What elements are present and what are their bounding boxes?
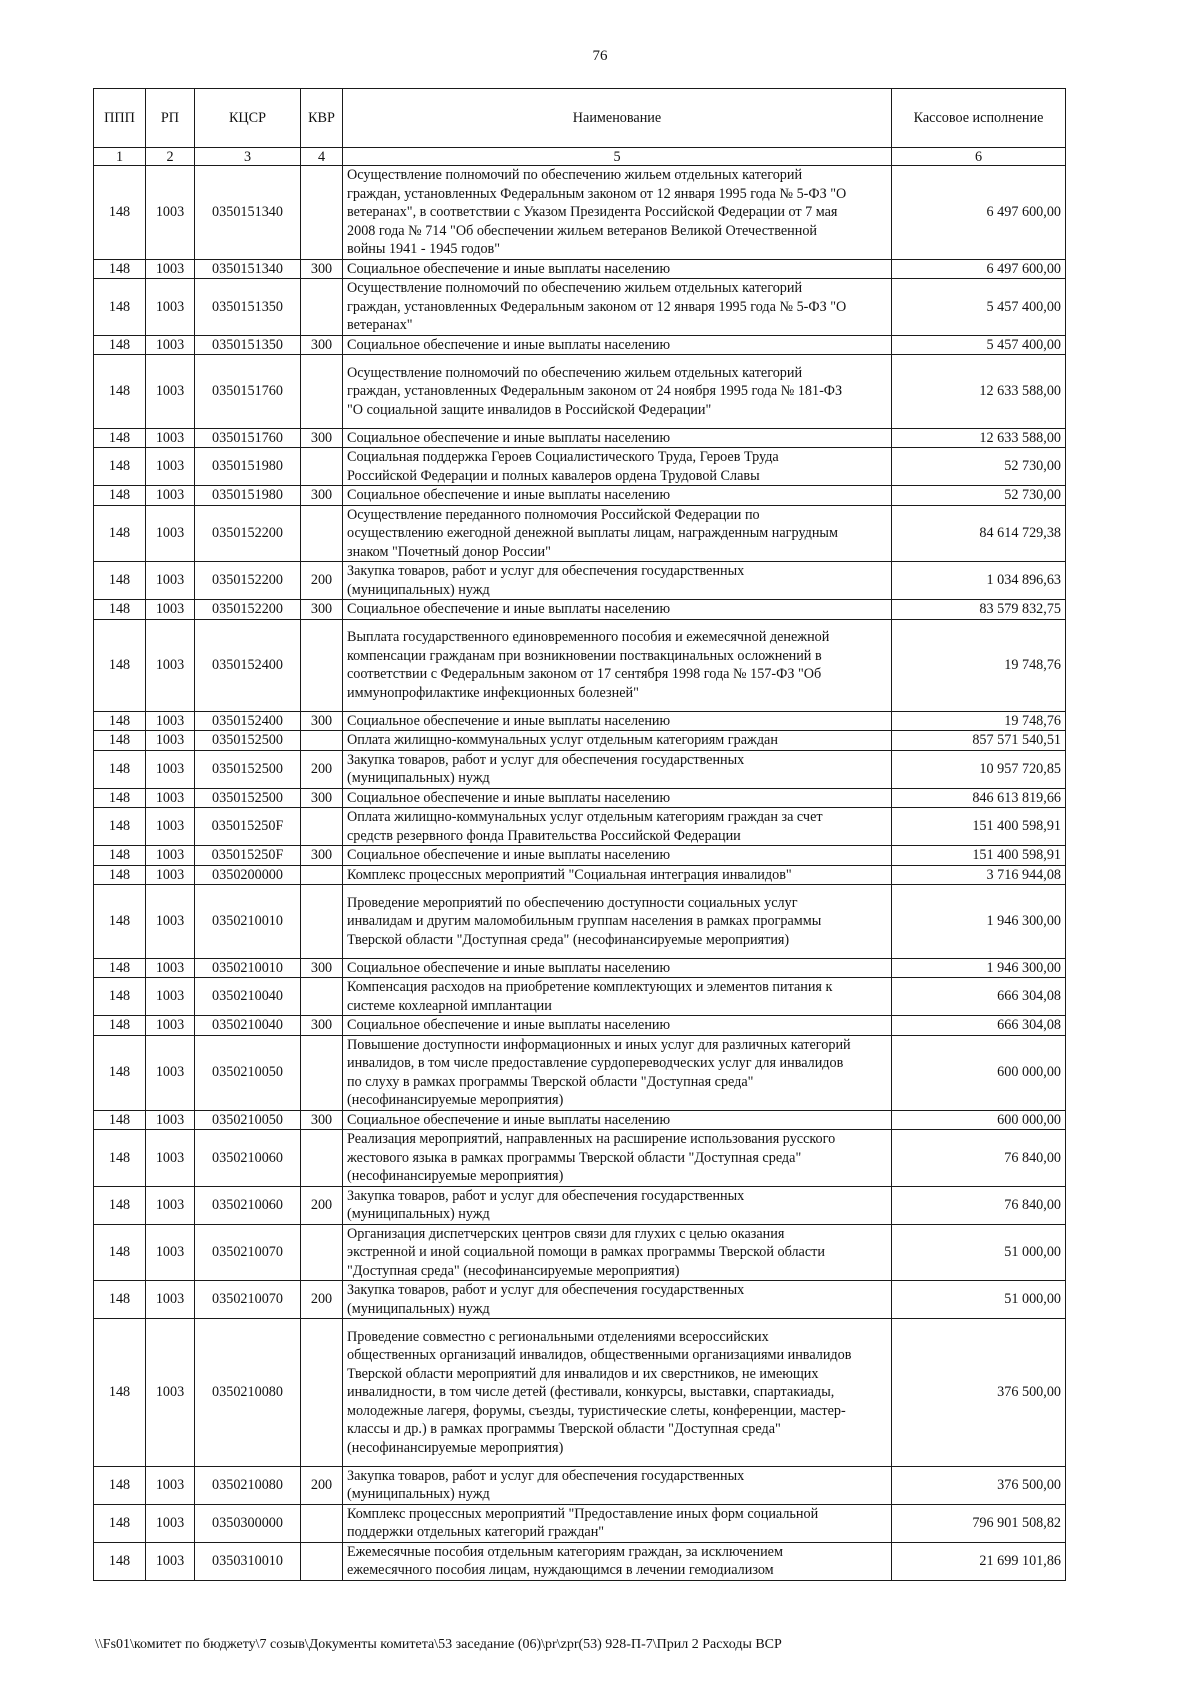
cell-kvr: [301, 355, 343, 429]
table-row: [94, 562, 1066, 600]
cell-rp: 1003: [146, 1281, 195, 1319]
column-number: 4: [301, 148, 343, 166]
cell-kcsr: 0350151760: [195, 355, 301, 429]
cell-amount: 3 716 944,08: [892, 865, 1066, 885]
table-row: [94, 1281, 1066, 1319]
table-body: [94, 166, 1066, 1581]
cell-amount: 600 000,00: [892, 1110, 1066, 1130]
cell-kcsr: 0350152200: [195, 505, 301, 562]
cell-amount: 51 000,00: [892, 1281, 1066, 1319]
cell-amount: 6 497 600,00: [892, 259, 1066, 279]
table-row: [94, 1504, 1066, 1542]
table-row: [94, 711, 1066, 731]
cell-name: Оплата жилищно-коммунальных услуг отдельным категориям граждан за счет средств резервного фонда Правительства Российской Федерации: [343, 808, 892, 846]
cell-kvr: [301, 865, 343, 885]
column-number: 1: [94, 148, 146, 166]
table-row: [94, 600, 1066, 620]
cell-ppp: 148: [94, 505, 146, 562]
cell-rp: 1003: [146, 505, 195, 562]
cell-ppp: 148: [94, 1542, 146, 1580]
cell-kvr: 200: [301, 1466, 343, 1504]
cell-amount: 52 730,00: [892, 486, 1066, 506]
cell-kcsr: 0350210040: [195, 978, 301, 1016]
cell-kcsr: 0350210080: [195, 1319, 301, 1467]
cell-kcsr: 0350151760: [195, 428, 301, 448]
cell-amount: 5 457 400,00: [892, 335, 1066, 355]
cell-rp: 1003: [146, 808, 195, 846]
cell-ppp: 148: [94, 279, 146, 336]
cell-kcsr: 0350300000: [195, 1504, 301, 1542]
cell-rp: 1003: [146, 711, 195, 731]
cell-kvr: 300: [301, 1110, 343, 1130]
cell-name: Социальное обеспечение и иные выплаты населению: [343, 428, 892, 448]
cell-ppp: 148: [94, 562, 146, 600]
table-row: [94, 1110, 1066, 1130]
cell-ppp: 148: [94, 731, 146, 751]
cell-amount: 1 946 300,00: [892, 958, 1066, 978]
cell-name: Закупка товаров, работ и услуг для обеспечения государственных (муниципальных) нужд: [343, 1186, 892, 1224]
column-number-row: [94, 148, 1066, 166]
cell-kvr: [301, 1130, 343, 1187]
cell-ppp: 148: [94, 335, 146, 355]
cell-rp: 1003: [146, 865, 195, 885]
cell-name: Социальное обеспечение и иные выплаты населению: [343, 788, 892, 808]
cell-rp: 1003: [146, 562, 195, 600]
header-ppp: ППП: [94, 89, 146, 148]
cell-rp: 1003: [146, 958, 195, 978]
cell-ppp: 148: [94, 846, 146, 866]
header-kvr: КВР: [301, 89, 343, 148]
cell-amount: 21 699 101,86: [892, 1542, 1066, 1580]
cell-kcsr: 0350152400: [195, 711, 301, 731]
table-row: [94, 486, 1066, 506]
cell-amount: 83 579 832,75: [892, 600, 1066, 620]
cell-amount: 76 840,00: [892, 1130, 1066, 1187]
cell-rp: 1003: [146, 1504, 195, 1542]
cell-rp: 1003: [146, 788, 195, 808]
cell-rp: 1003: [146, 750, 195, 788]
cell-kvr: [301, 978, 343, 1016]
cell-amount: 10 957 720,85: [892, 750, 1066, 788]
table-row: [94, 335, 1066, 355]
table-row: [94, 865, 1066, 885]
cell-amount: 600 000,00: [892, 1035, 1066, 1110]
cell-amount: 76 840,00: [892, 1186, 1066, 1224]
cell-ppp: 148: [94, 1016, 146, 1036]
cell-rp: 1003: [146, 978, 195, 1016]
cell-amount: 151 400 598,91: [892, 808, 1066, 846]
cell-kvr: 200: [301, 750, 343, 788]
table-row: [94, 279, 1066, 336]
cell-kcsr: 0350310010: [195, 1542, 301, 1580]
cell-name: Социальное обеспечение и иные выплаты населению: [343, 1016, 892, 1036]
cell-rp: 1003: [146, 1224, 195, 1281]
cell-kvr: 300: [301, 1016, 343, 1036]
cell-kcsr: 0350152500: [195, 750, 301, 788]
header-amount: Кассовое исполнение: [892, 89, 1066, 148]
cell-name: Осуществление полномочий по обеспечению жильем отдельных категорий граждан, установленных Федеральным законом от 24 ноября 1995 года № 181-ФЗ "О социальной защите инвалидов в Российской Федерации": [343, 355, 892, 429]
cell-kcsr: 0350210050: [195, 1110, 301, 1130]
cell-name: Оплата жилищно-коммунальных услуг отдельным категориям граждан: [343, 731, 892, 751]
cell-rp: 1003: [146, 279, 195, 336]
cell-kvr: 300: [301, 259, 343, 279]
cell-name: Организация диспетчерских центров связи для глухих с целью оказания экстренной и иной социальной помощи в рамках программы Тверской области "Доступная среда" (несофинансируемые мероприятия): [343, 1224, 892, 1281]
cell-ppp: 148: [94, 619, 146, 711]
header-row: [94, 89, 1066, 148]
cell-name: Социальное обеспечение и иные выплаты населению: [343, 335, 892, 355]
cell-rp: 1003: [146, 1035, 195, 1110]
cell-kcsr: 0350152500: [195, 731, 301, 751]
cell-rp: 1003: [146, 166, 195, 260]
cell-name: Осуществление переданного полномочия Российской Федерации по осуществлению ежегодной денежной выплаты лицам, награжденным нагрудным знаком "Почетный донор России": [343, 505, 892, 562]
cell-name: Осуществление полномочий по обеспечению жильем отдельных категорий граждан, установленных Федеральным законом от 12 января 1995 года № 5-ФЗ "О ветеранах": [343, 279, 892, 336]
cell-name: Социальное обеспечение и иные выплаты населению: [343, 486, 892, 506]
cell-rp: 1003: [146, 355, 195, 429]
cell-rp: 1003: [146, 1542, 195, 1580]
cell-kcsr: 0350151340: [195, 166, 301, 260]
table-row: [94, 978, 1066, 1016]
cell-amount: 846 613 819,66: [892, 788, 1066, 808]
cell-kcsr: 0350151350: [195, 279, 301, 336]
column-number: 3: [195, 148, 301, 166]
cell-ppp: 148: [94, 1319, 146, 1467]
header-rp: РП: [146, 89, 195, 148]
cell-ppp: 148: [94, 1035, 146, 1110]
cell-kcsr: 0350210060: [195, 1186, 301, 1224]
cell-name: Социальное обеспечение и иные выплаты населению: [343, 1110, 892, 1130]
cell-kvr: 300: [301, 846, 343, 866]
table-row: [94, 1035, 1066, 1110]
cell-ppp: 148: [94, 750, 146, 788]
cell-rp: 1003: [146, 846, 195, 866]
cell-kvr: 300: [301, 600, 343, 620]
cell-kvr: 300: [301, 428, 343, 448]
header-kcsr: КЦСР: [195, 89, 301, 148]
cell-amount: 1 034 896,63: [892, 562, 1066, 600]
cell-name: Ежемесячные пособия отдельным категориям граждан, за исключением ежемесячного пособия лицам, нуждающимся в лечении гемодиализом: [343, 1542, 892, 1580]
cell-amount: 84 614 729,38: [892, 505, 1066, 562]
cell-amount: 666 304,08: [892, 978, 1066, 1016]
cell-ppp: 148: [94, 808, 146, 846]
table-row: [94, 788, 1066, 808]
cell-kvr: 300: [301, 335, 343, 355]
cell-amount: 5 457 400,00: [892, 279, 1066, 336]
cell-name: Закупка товаров, работ и услуг для обеспечения государственных (муниципальных) нужд: [343, 562, 892, 600]
cell-ppp: 148: [94, 1186, 146, 1224]
cell-amount: 376 500,00: [892, 1319, 1066, 1467]
expenditure-table: [93, 88, 1066, 1581]
cell-ppp: 148: [94, 711, 146, 731]
cell-kvr: [301, 279, 343, 336]
cell-rp: 1003: [146, 1466, 195, 1504]
table-row: [94, 808, 1066, 846]
table-row: [94, 166, 1066, 260]
cell-name: Социальное обеспечение и иные выплаты населению: [343, 259, 892, 279]
cell-kcsr: 0350152200: [195, 600, 301, 620]
table-row: [94, 1224, 1066, 1281]
cell-amount: 1 946 300,00: [892, 885, 1066, 959]
cell-name: Проведение мероприятий по обеспечению доступности социальных услуг инвалидам и другим маломобильным группам населения в рамках программы Тверской области "Доступная среда" (несофинансируемые мероприятия): [343, 885, 892, 959]
cell-name: Реализация мероприятий, направленных на расширение использования русского жестового языка в рамках программы Тверской области "Доступная среда" (несофинансируемые мероприятия): [343, 1130, 892, 1187]
cell-rp: 1003: [146, 1186, 195, 1224]
cell-rp: 1003: [146, 428, 195, 448]
table-row: [94, 1016, 1066, 1036]
cell-kcsr: 0350151350: [195, 335, 301, 355]
cell-amount: 12 633 588,00: [892, 428, 1066, 448]
table-row: [94, 428, 1066, 448]
cell-amount: 796 901 508,82: [892, 1504, 1066, 1542]
cell-amount: 19 748,76: [892, 711, 1066, 731]
cell-kcsr: 0350151980: [195, 486, 301, 506]
cell-kcsr: 0350210010: [195, 885, 301, 959]
cell-rp: 1003: [146, 335, 195, 355]
table-row: [94, 259, 1066, 279]
header-name: Наименование: [343, 89, 892, 148]
cell-rp: 1003: [146, 1110, 195, 1130]
cell-kcsr: 0350210040: [195, 1016, 301, 1036]
cell-kcsr: 035015250F: [195, 846, 301, 866]
cell-kcsr: 0350152500: [195, 788, 301, 808]
cell-kvr: [301, 1035, 343, 1110]
cell-kcsr: 0350152400: [195, 619, 301, 711]
cell-name: Закупка товаров, работ и услуг для обеспечения государственных (муниципальных) нужд: [343, 1281, 892, 1319]
cell-kcsr: 035015250F: [195, 808, 301, 846]
cell-kcsr: 0350210010: [195, 958, 301, 978]
cell-amount: 151 400 598,91: [892, 846, 1066, 866]
cell-kvr: 300: [301, 958, 343, 978]
cell-name: Социальное обеспечение и иные выплаты населению: [343, 600, 892, 620]
cell-amount: 6 497 600,00: [892, 166, 1066, 260]
table-row: [94, 505, 1066, 562]
cell-ppp: 148: [94, 259, 146, 279]
cell-name: Осуществление полномочий по обеспечению жильем отдельных категорий граждан, установленных Федеральным законом от 12 января 1995 года № 5-ФЗ "О ветеранах", в соответствии с Указом Президента Российской Федерации от 7 мая 2008 года № 714 "Об обеспечении жильем ветеранов Великой Отечественной войны 1941 - 1945 годов": [343, 166, 892, 260]
table-row: [94, 731, 1066, 751]
cell-name: Выплата государственного единовременного пособия и ежемесячной денежной компенсации гражданам при возникновении поствакцинальных осложнений в соответствии с Федеральным законом от 17 сентября 1998 года № 157-ФЗ "Об иммунопрофилактике инфекционных болезней": [343, 619, 892, 711]
cell-ppp: 148: [94, 1504, 146, 1542]
cell-kvr: [301, 1319, 343, 1467]
cell-ppp: 148: [94, 428, 146, 448]
cell-amount: 12 633 588,00: [892, 355, 1066, 429]
table-row: [94, 1186, 1066, 1224]
cell-kcsr: 0350210050: [195, 1035, 301, 1110]
page-number: 76: [592, 48, 608, 64]
cell-kcsr: 0350151980: [195, 448, 301, 486]
cell-amount: 666 304,08: [892, 1016, 1066, 1036]
cell-rp: 1003: [146, 259, 195, 279]
cell-rp: 1003: [146, 885, 195, 959]
cell-rp: 1003: [146, 619, 195, 711]
cell-ppp: 148: [94, 978, 146, 1016]
footer-file-path: \\Fs01\комитет по бюджету\7 созыв\Документы комитета\53 заседание (06)\pr\zpr(53) 928-П-7\Прил 2 Расходы ВСР: [95, 1637, 782, 1652]
cell-ppp: 148: [94, 166, 146, 260]
cell-kvr: [301, 448, 343, 486]
cell-kvr: 200: [301, 1281, 343, 1319]
cell-kcsr: 0350152200: [195, 562, 301, 600]
cell-kcsr: 0350151340: [195, 259, 301, 279]
table-row: [94, 448, 1066, 486]
cell-ppp: 148: [94, 885, 146, 959]
table-row: [94, 750, 1066, 788]
cell-rp: 1003: [146, 1319, 195, 1467]
column-number: 2: [146, 148, 195, 166]
cell-kvr: 200: [301, 562, 343, 600]
cell-kvr: [301, 1542, 343, 1580]
table-row: [94, 846, 1066, 866]
cell-rp: 1003: [146, 448, 195, 486]
cell-ppp: 148: [94, 1466, 146, 1504]
cell-ppp: 148: [94, 486, 146, 506]
cell-rp: 1003: [146, 1130, 195, 1187]
table-row: [94, 619, 1066, 711]
table-row: [94, 1130, 1066, 1187]
cell-rp: 1003: [146, 1016, 195, 1036]
cell-kvr: [301, 1224, 343, 1281]
table-row: [94, 355, 1066, 429]
cell-ppp: 148: [94, 865, 146, 885]
cell-ppp: 148: [94, 1281, 146, 1319]
cell-ppp: 148: [94, 958, 146, 978]
cell-name: Комплекс процессных мероприятий "Предоставление иных форм социальной поддержки отдельных категорий граждан": [343, 1504, 892, 1542]
cell-name: Компенсация расходов на приобретение комплектующих и элементов питания к системе кохлеарной имплантации: [343, 978, 892, 1016]
cell-amount: 857 571 540,51: [892, 731, 1066, 751]
cell-kvr: [301, 885, 343, 959]
cell-kcsr: 0350210080: [195, 1466, 301, 1504]
cell-ppp: 148: [94, 1224, 146, 1281]
cell-kvr: 300: [301, 711, 343, 731]
cell-ppp: 148: [94, 448, 146, 486]
cell-kvr: 200: [301, 1186, 343, 1224]
cell-kvr: [301, 731, 343, 751]
table-row: [94, 1466, 1066, 1504]
cell-name: Социальное обеспечение и иные выплаты населению: [343, 958, 892, 978]
cell-ppp: 148: [94, 788, 146, 808]
column-number: 5: [343, 148, 892, 166]
cell-name: Повышение доступности информационных и иных услуг для различных категорий инвалидов, в том числе предоставление сурдопереводческих услуг для инвалидов по слуху в рамках программы Тверской области "Доступная среда" (несофинансируемые мероприятия): [343, 1035, 892, 1110]
cell-ppp: 148: [94, 600, 146, 620]
table-row: [94, 1319, 1066, 1467]
cell-name: Социальная поддержка Героев Социалистического Труда, Героев Труда Российской Федерации и полных кавалеров ордена Трудовой Славы: [343, 448, 892, 486]
cell-name: Комплекс процессных мероприятий "Социальная интеграция инвалидов": [343, 865, 892, 885]
cell-ppp: 148: [94, 355, 146, 429]
table-row: [94, 1542, 1066, 1580]
cell-kvr: [301, 505, 343, 562]
cell-rp: 1003: [146, 731, 195, 751]
cell-kcsr: 0350210070: [195, 1224, 301, 1281]
cell-kvr: 300: [301, 788, 343, 808]
cell-rp: 1003: [146, 600, 195, 620]
column-number: 6: [892, 148, 1066, 166]
cell-amount: 51 000,00: [892, 1224, 1066, 1281]
cell-name: Социальное обеспечение и иные выплаты населению: [343, 846, 892, 866]
cell-name: Социальное обеспечение и иные выплаты населению: [343, 711, 892, 731]
cell-kcsr: 0350210060: [195, 1130, 301, 1187]
cell-kcsr: 0350210070: [195, 1281, 301, 1319]
cell-kvr: [301, 808, 343, 846]
cell-name: Проведение совместно с региональными отделениями всероссийских общественных организаций инвалидов, общественными организациями инвалидов Тверской области мероприятий для инвалидов и их сверстников, не имеющих инвалидности, в том числе детей (фестивали, конкурсы, выставки, спартакиады, молодежные лагеря, форумы, съезды, туристические слеты, конференции, мастер- классы и др.) в рамках программы Тверской области "Доступная среда" (несофинансируемые мероприятия): [343, 1319, 892, 1467]
cell-rp: 1003: [146, 486, 195, 506]
cell-amount: 376 500,00: [892, 1466, 1066, 1504]
cell-ppp: 148: [94, 1130, 146, 1187]
cell-kvr: [301, 619, 343, 711]
table-row: [94, 885, 1066, 959]
cell-kvr: [301, 166, 343, 260]
cell-kcsr: 0350200000: [195, 865, 301, 885]
cell-kvr: [301, 1504, 343, 1542]
cell-name: Закупка товаров, работ и услуг для обеспечения государственных (муниципальных) нужд: [343, 750, 892, 788]
cell-amount: 19 748,76: [892, 619, 1066, 711]
table-row: [94, 958, 1066, 978]
cell-amount: 52 730,00: [892, 448, 1066, 486]
cell-ppp: 148: [94, 1110, 146, 1130]
cell-kvr: 300: [301, 486, 343, 506]
cell-name: Закупка товаров, работ и услуг для обеспечения государственных (муниципальных) нужд: [343, 1466, 892, 1504]
